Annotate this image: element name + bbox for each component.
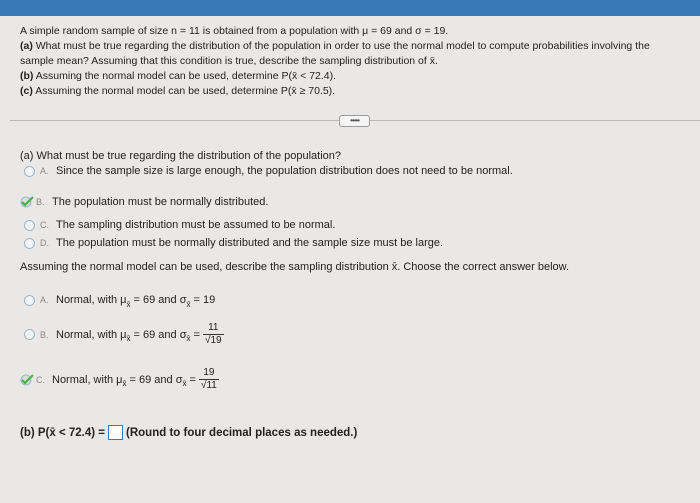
fraction: $\frac{19}{√11}$ — [200, 367, 217, 391]
check-icon — [20, 374, 34, 386]
radio-icon[interactable] — [24, 166, 35, 177]
problem-part-a-cont: sample mean? Assuming that this condition is true, describe the sampling distribution of x̄. — [20, 55, 438, 67]
problem-line-1: A simple random sample of size n = 11 is obtained from a population with μ = 69 and σ = 19. — [20, 25, 449, 37]
part-a-question: (a) What must be true regarding the distribution of the population? — [20, 150, 342, 162]
problem-part-a: (a) What must be true regarding the distribution of the population in order to use the normal model to compute probabilities involving the — [20, 40, 650, 52]
problem-part-c: (c) Assuming the normal model can be used, determine P(x̄ ≥ 70.5). — [20, 85, 336, 97]
fraction: $\frac{11}{√19}$ — [204, 322, 222, 346]
problem-part-b: (b) Assuming the normal model can be used, determine P(x̄ < 72.4). — [20, 70, 337, 82]
sampling-option-c[interactable]: C. Normal, with μ x̄ = 69 and σ x̄ = $\frac{19}{√11}$ — [22, 367, 219, 392]
radio-icon[interactable] — [24, 220, 35, 231]
part-a-option-c[interactable]: C. The sampling distribution must be assumed to be normal. — [24, 219, 335, 231]
top-bar — [0, 0, 700, 16]
sampling-option-b[interactable]: B. Normal, with μ x̄ = 69 and σ x̄ = $\frac{11}{√19}$ — [24, 322, 224, 347]
radio-icon[interactable] — [24, 238, 35, 249]
sampling-question: Assuming the normal model can be used, describe the sampling distribution x̄. Choose the correct answer below. — [20, 261, 570, 273]
part-a-option-d[interactable]: D. The population must be normally distributed and the sample size must be large. — [24, 237, 443, 249]
radio-icon[interactable] — [24, 329, 35, 340]
sampling-option-a[interactable]: A. Normal, with μ x̄ = 69 and σ x̄ = 19 — [24, 294, 215, 306]
radio-icon[interactable] — [24, 295, 35, 306]
part-a-option-b[interactable]: B. The population must be normally distributed. — [22, 196, 268, 208]
check-icon — [20, 196, 34, 208]
part-b-answer-row: (b) P(x̄ < 72.4) = (Round to four decimal places as needed.) — [20, 426, 358, 439]
problem-statement — [20, 24, 692, 99]
expand-button[interactable]: ••••• — [339, 115, 370, 127]
answer-input[interactable] — [108, 425, 123, 440]
part-a-option-a[interactable]: A. Since the sample size is large enough, the population distribution does not need to be normal. — [24, 165, 513, 177]
